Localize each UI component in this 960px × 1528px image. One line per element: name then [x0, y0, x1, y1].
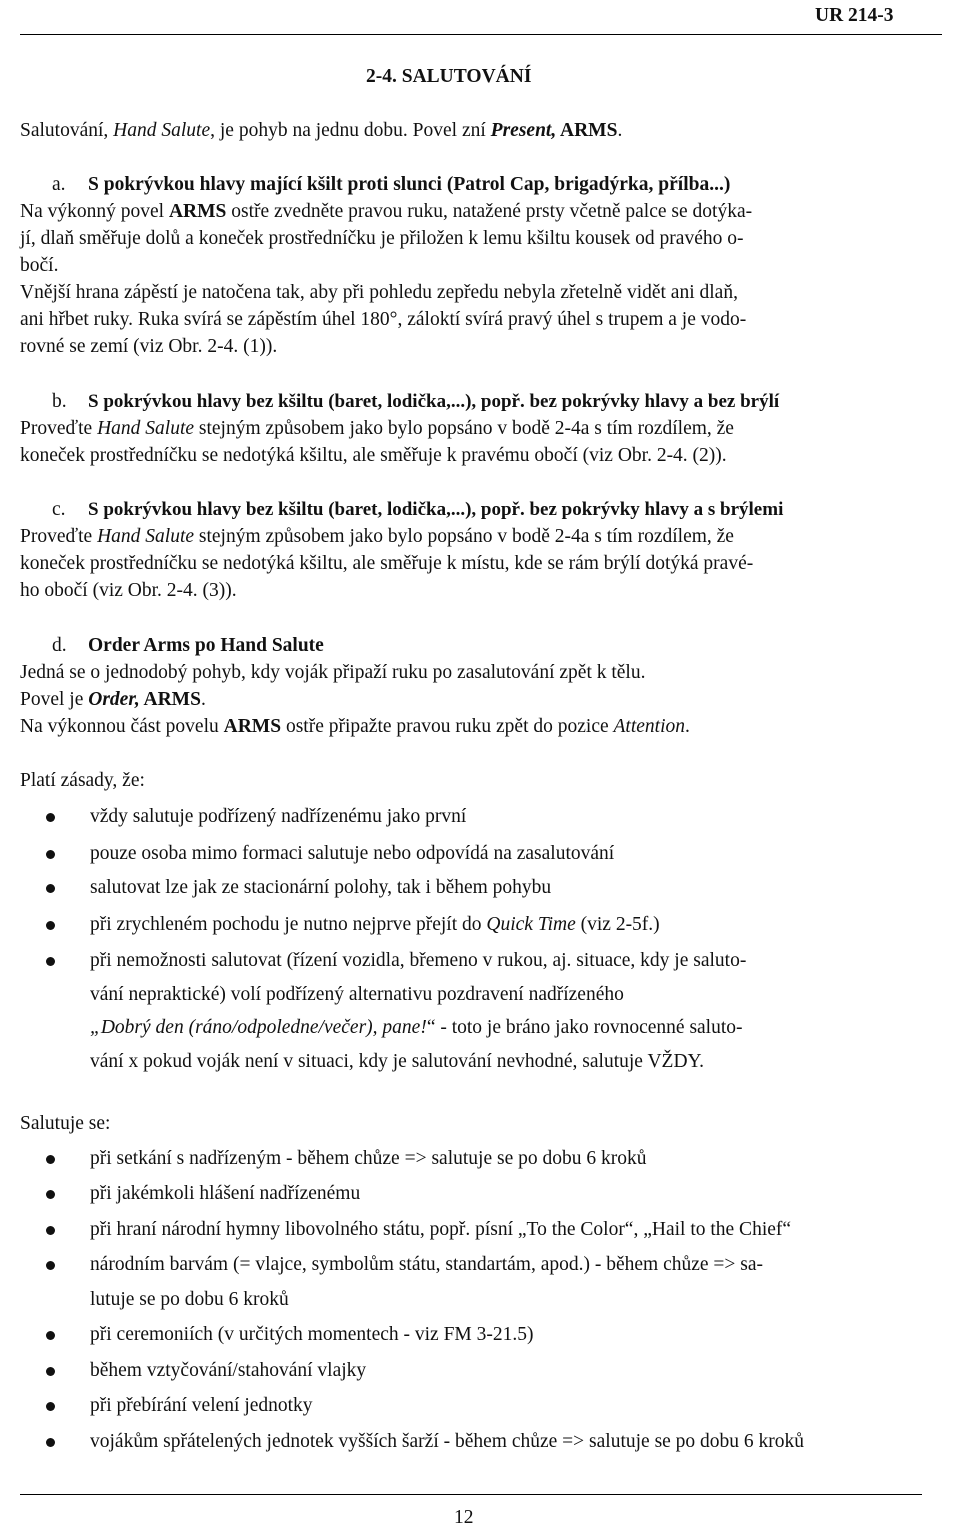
- bullet-icon: [46, 1402, 55, 1411]
- section-d-line: Jedná se o jednodobý pohyb, kdy voják připaží ruku po zasalutování zpět k tělu.: [20, 662, 646, 683]
- bullet-icon: [46, 1367, 55, 1376]
- salute-item: při setkání s nadřízeným - během chůze => salutuje se po dobu 6 kroků: [90, 1148, 647, 1169]
- bullet-icon: [46, 1438, 55, 1447]
- bullet-icon: [46, 813, 55, 822]
- rules-item: pouze osoba mimo formaci salutuje nebo odpovídá na zasalutování: [90, 843, 615, 864]
- section-b-label: b.: [52, 391, 67, 412]
- section-b-heading: S pokrývkou hlavy bez kšiltu (baret, lodička,...), popř. bez pokrývky hlavy a bez brýlí: [88, 391, 780, 412]
- section-b-line: koneček prostředníčku se nedotýká kšiltu, ale směřuje k pravému obočí (viz Obr. 2-4. (2)).: [20, 445, 727, 466]
- section-a-line: bočí.: [20, 255, 59, 276]
- bullet-icon: [46, 1331, 55, 1340]
- page-number: 12: [454, 1507, 474, 1528]
- section-a-heading: S pokrývkou hlavy mající kšilt proti slunci (Patrol Cap, brigadýrka, přílba...): [88, 174, 731, 195]
- salute-item: vojákům spřátelených jednotek vyšších šarží - během chůze => salutuje se po dobu 6 kroků: [90, 1431, 805, 1452]
- salute-item-continuation: lutuje se po dobu 6 kroků: [90, 1289, 289, 1310]
- rules-intro: Platí zásady, že:: [20, 770, 145, 791]
- intro-paragraph: Salutování, Hand Salute, je pohyb na jednu dobu. Povel zní Present, ARMS.: [20, 120, 623, 141]
- footer-rule: [20, 1494, 922, 1495]
- section-d-heading: Order Arms po Hand Salute: [88, 635, 324, 656]
- document-id: UR 214-3: [815, 5, 894, 26]
- bullet-icon: [46, 1190, 55, 1199]
- section-a-line: ani hřbet ruky. Ruka svírá se zápěstím úhel 180°, záloktí svírá pravý úhel s trupem a je vodo-: [20, 309, 747, 330]
- bullet-icon: [46, 1261, 55, 1270]
- section-c-line: koneček prostředníčku se nedotýká kšiltu, ale směřuje k místu, kde se rám brýlí dotýká pravé-: [20, 553, 754, 574]
- section-a-label: a.: [52, 174, 66, 195]
- section-c-heading: S pokrývkou hlavy bez kšiltu (baret, lodička,...), popř. bez pokrývky hlavy a s brýlemi: [88, 499, 784, 520]
- bullet-icon: [46, 1155, 55, 1164]
- section-c-line: ho obočí (viz Obr. 2-4. (3)).: [20, 580, 237, 601]
- rules-item: při nemožnosti salutovat (řízení vozidla, břemeno v rukou, aj. situace, kdy je saluto-: [90, 950, 747, 971]
- section-c-line: Proveďte Hand Salute stejným způsobem jako bylo popsáno v bodě 2-4a s tím rozdílem, že: [20, 526, 734, 547]
- rules-item: salutovat lze jak ze stacionární polohy, tak i během pohybu: [90, 877, 552, 898]
- salute-item: při ceremoniích (v určitých momentech - viz FM 3-21.5): [90, 1324, 534, 1345]
- bullet-icon: [46, 884, 55, 893]
- section-title: 2-4. SALUTOVÁNÍ: [366, 66, 532, 87]
- section-d-line: Na výkonnou část povelu ARMS ostře připažte pravou ruku zpět do pozice Attention.: [20, 716, 690, 737]
- section-d-label: d.: [52, 635, 67, 656]
- bullet-icon: [46, 921, 55, 930]
- salute-item: během vztyčování/stahování vlajky: [90, 1360, 367, 1381]
- header-rule: [20, 34, 942, 35]
- rules-item: při zrychleném pochodu je nutno nejprve přejít do Quick Time (viz 2-5f.): [90, 914, 660, 935]
- section-a-line: Vnější hrana zápěstí je natočena tak, aby při pohledu zepředu nebyla zřetelně vidět ani dlaň,: [20, 282, 738, 303]
- section-d-line: Povel je Order, ARMS.: [20, 689, 206, 710]
- salute-item: národním barvám (= vlajce, symbolům státu, standartám, apod.) - během chůze => sa-: [90, 1254, 764, 1275]
- salute-item: při přebírání velení jednotky: [90, 1395, 313, 1416]
- rules-item: vždy salutuje podřízený nadřízenému jako první: [90, 806, 467, 827]
- rules-item-continuation: vání nepraktické) volí podřízený alternativu pozdravení nadřízeného: [90, 984, 624, 1005]
- bullet-icon: [46, 957, 55, 966]
- rules-item-continuation: vání x pokud voják není v situaci, kdy je salutování nevhodné, salutuje VŽDY.: [90, 1051, 704, 1072]
- section-c-label: c.: [52, 499, 66, 520]
- section-b-line: Proveďte Hand Salute stejným způsobem jako bylo popsáno v bodě 2-4a s tím rozdílem, že: [20, 418, 734, 439]
- salute-item: při jakémkoli hlášení nadřízenému: [90, 1183, 361, 1204]
- section-a-line: jí, dlaň směřuje dolů a koneček prostředníčku je přiložen k lemu kšiltu kousek od pravého o-: [20, 228, 744, 249]
- salute-intro: Salutuje se:: [20, 1113, 111, 1134]
- bullet-icon: [46, 850, 55, 859]
- bullet-icon: [46, 1226, 55, 1235]
- section-a-line: rovné se zemí (viz Obr. 2-4. (1)).: [20, 336, 278, 357]
- salute-item: při hraní národní hymny libovolného státu, popř. písní „To the Color“, „Hail to the Chief“: [90, 1219, 792, 1240]
- rules-item-continuation: „Dobrý den (ráno/odpoledne/večer), pane!“ - toto je bráno jako rovnocenné saluto-: [90, 1017, 743, 1038]
- section-a-line: Na výkonný povel ARMS ostře zvedněte pravou ruku, natažené prsty včetně palce se dotýka-: [20, 201, 753, 222]
